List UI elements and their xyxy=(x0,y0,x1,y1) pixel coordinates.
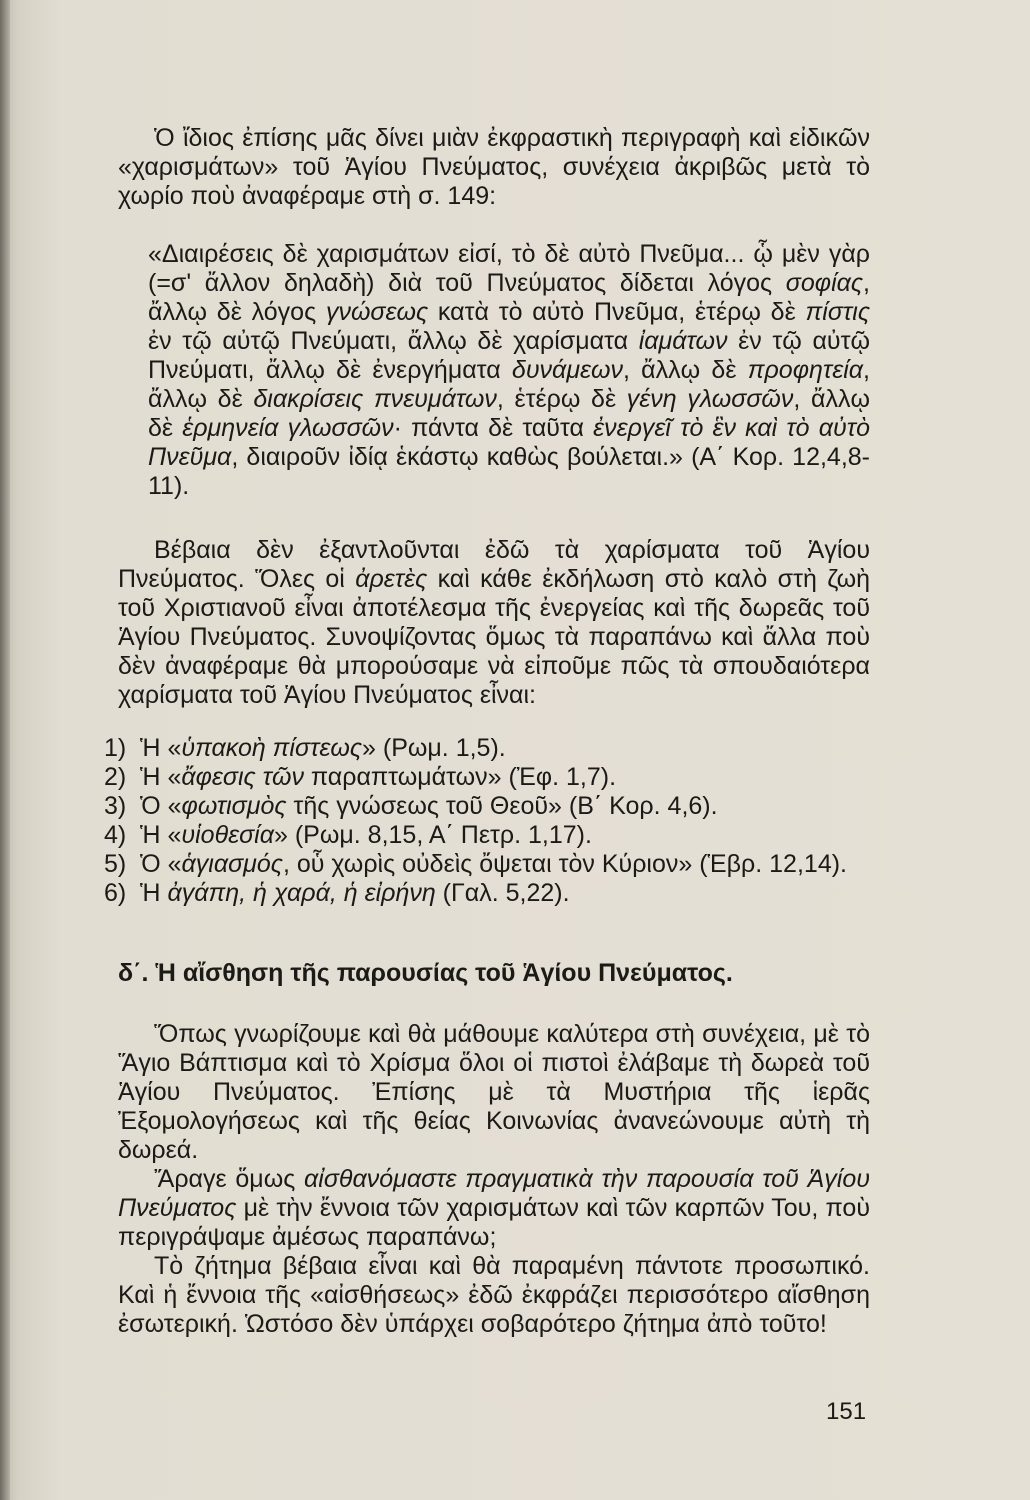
list-item xyxy=(104,850,870,879)
list-number: 4) xyxy=(104,821,127,849)
book-spine-shadow xyxy=(0,0,10,1500)
list-suffix: » (Ρωμ. 8,15, Α΄ Πετρ. 1,17). xyxy=(274,821,592,849)
quote-text: , ἄλλῳ δὲ λόγος xyxy=(148,269,870,326)
quote-text: , ἑτέρῳ δὲ xyxy=(496,385,627,413)
quote-text: · πάντα δὲ ταῦτα xyxy=(393,414,594,442)
intro-paragraph-block xyxy=(118,124,870,211)
list-item xyxy=(104,879,870,908)
list-prefix: Ὁ « xyxy=(140,792,182,820)
list-item xyxy=(104,792,870,821)
list-number: 5) xyxy=(104,850,127,878)
scripture-quote xyxy=(148,240,870,501)
list-italic: φωτισμὸς xyxy=(181,792,287,820)
list-item xyxy=(104,734,870,763)
p2-text: καὶ κάθε ἐκδήλωση στὸ καλὸ στὴ ζωὴ τοῦ Χριστιανοῦ εἶναι ἀποτέλεσμα τῆς ἐνεργείας καὶ τῆς δωρεᾶς τοῦ Ἁγίου Πνεύματος. Συνοψίζοντας ὅμως τὰ παραπάνω καὶ ἄλλα ποὺ δὲν ἀναφέραμε θὰ μπορούσαμε νὰ εἰποῦμε πῶς τὰ σπουδαιότερα χαρίσματα τοῦ Ἁγίου Πνεύματος εἶναι: xyxy=(118,565,870,709)
quote-italic: ἐνεργεῖ τὸ ἓν καὶ τὸ αὐτὸ Πνεῦμα xyxy=(148,414,871,471)
quote-text: , ἄλλῳ δὲ xyxy=(148,356,870,413)
list-italic: ἀγάπη, ἡ χαρά, ἡ εἰρήνη xyxy=(167,879,436,907)
list-italic: ἁγιασμός xyxy=(181,850,283,878)
list-prefix: Ἡ « xyxy=(140,763,182,791)
quote-text: , ἄλλῳ δὲ xyxy=(148,385,870,442)
list-suffix: , οὗ χωρὶς οὐδεὶς ὄψεται τὸν Κύριον» (Ἑβρ. 12,14). xyxy=(282,850,847,878)
paragraph-3: Ὅπως γνωρίζουμε καὶ θὰ μάθουμε καλύτερα στὴ συνέχεια, μὲ τὸ Ἅγιο Βάπτισμα καὶ τὸ Χρίσμα ὅλοι οἱ πιστοὶ ἐλάβαμε τὴ δωρεὰ τοῦ Ἁγίου Πνεύματος. Ἐπίσης μὲ τὰ Μυστήρια τῆς ἱερᾶς Ἐξομολογήσεως καὶ τῆς θείας Κοινωνίας ἀνανεώνουμε αὐτὴ τὴ δωρεά. xyxy=(118,1020,870,1164)
p4-text: Ἄραγε ὅμως xyxy=(154,1165,305,1193)
quote-italic: σοφίας xyxy=(785,269,864,297)
list-italic: ὑπακοὴ πίστεως xyxy=(181,734,363,762)
paragraph-2-block xyxy=(118,536,870,710)
quote-text: ἐν τῷ αὐτῷ Πνεύματι, ἄλλῳ δὲ χαρίσματα xyxy=(148,327,639,355)
p4-italic: αἰσθανόμαστε πραγματικὰ τὴν παρουσία τοῦ Ἁγίου Πνεύματος xyxy=(118,1165,870,1222)
list-number: 2) xyxy=(104,763,127,791)
quote-italic: διακρίσεις πνευμάτων xyxy=(253,385,497,413)
quote-italic: δυνάμεων xyxy=(511,356,623,384)
p2-italic: ἀρετὲς xyxy=(355,565,428,593)
quote-text: , ἄλλῳ δὲ xyxy=(622,356,748,384)
gifts-list xyxy=(104,734,870,908)
list-italic: ἄφεσις τῶν xyxy=(181,763,304,791)
list-suffix: παραπτωμάτων» (Ἐφ. 1,7). xyxy=(303,763,617,791)
list-item-body xyxy=(140,821,870,850)
quote-italic: γένη γλωσσῶν xyxy=(626,385,794,413)
section-heading: δ΄. Ἡ αἴσθηση τῆς παρουσίας τοῦ Ἁγίου Πνεύματος. xyxy=(118,959,733,987)
list-item-body xyxy=(140,792,870,821)
list-prefix: Ὁ « xyxy=(140,850,182,878)
paragraph-5: Τὸ ζήτημα βέβαια εἶναι καὶ θὰ παραμένη πάντοτε προσωπικό. Καὶ ἡ ἔννοια τῆς «αἰσθήσεως» ἐδῶ ἐκφράζει περισσότερο αἴσθηση ἐσωτερική. Ὡστόσο δὲν ὑπάρχει σοβαρότερο ζήτημα ἀπὸ τοῦτο! xyxy=(118,1252,870,1338)
list-number: 3) xyxy=(104,792,127,820)
list-item-body xyxy=(140,734,870,763)
quote-text: κατὰ τὸ αὐτὸ Πνεῦμα, ἑτέρῳ δὲ xyxy=(428,298,806,326)
quote-text: , διαιροῦν ἰδίᾳ ἑκάστῳ καθὼς βούλεται.» (Α΄ Κορ. 12,4,8-11). xyxy=(148,443,870,500)
quote-italic: προφητεία xyxy=(747,356,864,384)
list-item-body xyxy=(140,763,870,792)
p2-text: Βέβαια δὲν ἐξαντλοῦνται ἐδῶ τὰ χαρίσματα τοῦ Ἁγίου Πνεύματος. Ὅλες οἱ xyxy=(118,536,870,593)
page-number: 151 xyxy=(826,1398,867,1425)
list-prefix: Ἡ xyxy=(140,879,168,907)
list-item xyxy=(104,763,870,792)
quote-text: «Διαιρέσεις δὲ χαρισμάτων εἰσί, τὸ δὲ αὐτὸ Πνεῦμα... ᾧ μὲν γὰρ (=σ' ἄλλον δηλαδὴ) διὰ τοῦ Πνεύματος δίδεται λόγος xyxy=(148,240,870,297)
list-italic: υἱοθεσία xyxy=(181,821,274,849)
list-suffix: (Γαλ. 5,22). xyxy=(435,879,570,907)
list-item xyxy=(104,821,870,850)
list-prefix: Ἡ « xyxy=(140,821,182,849)
list-item-body xyxy=(140,850,870,879)
list-suffix: » (Ρωμ. 1,5). xyxy=(362,734,506,762)
quote-italic: γνώσεως xyxy=(325,298,429,326)
list-item-body xyxy=(140,879,870,908)
p4-text: μὲ τὴν ἔννοια τῶν χαρισμάτων καὶ τῶν καρπῶν Του, ποὺ περιγράψαμε ἀμέσως παραπάνω; xyxy=(118,1194,870,1251)
quote-italic: ἑρμηνεία γλωσσῶν xyxy=(182,414,394,442)
list-suffix: τῆς γνώσεως τοῦ Θεοῦ» (Β΄ Κορ. 4,6). xyxy=(286,792,718,820)
quote-italic: πίστις xyxy=(805,298,870,326)
paragraph-2 xyxy=(118,536,870,710)
list-number: 1) xyxy=(104,734,127,762)
quote-text: ἐν τῷ αὐτῷ Πνεύματι, ἄλλῳ δὲ ἐνεργήματα xyxy=(148,327,870,384)
scripture-quote-block xyxy=(148,240,870,501)
intro-paragraph: Ὁ ἴδιος ἐπίσης μᾶς δίνει μιὰν ἐκφραστικὴ περιγραφὴ καὶ εἰδικῶν «χαρισμάτων» τοῦ Ἁγίου Πνεύματος, συνέχεια ἀκριβῶς μετὰ τὸ χωρίο ποὺ ἀναφέραμε στὴ σ. 149: xyxy=(118,124,870,210)
list-number: 6) xyxy=(104,879,127,907)
paragraph-3-block xyxy=(118,1020,870,1339)
list-prefix: Ἡ « xyxy=(140,734,182,762)
quote-italic: ἰαμάτων xyxy=(638,327,728,355)
paragraph-4 xyxy=(118,1165,870,1252)
